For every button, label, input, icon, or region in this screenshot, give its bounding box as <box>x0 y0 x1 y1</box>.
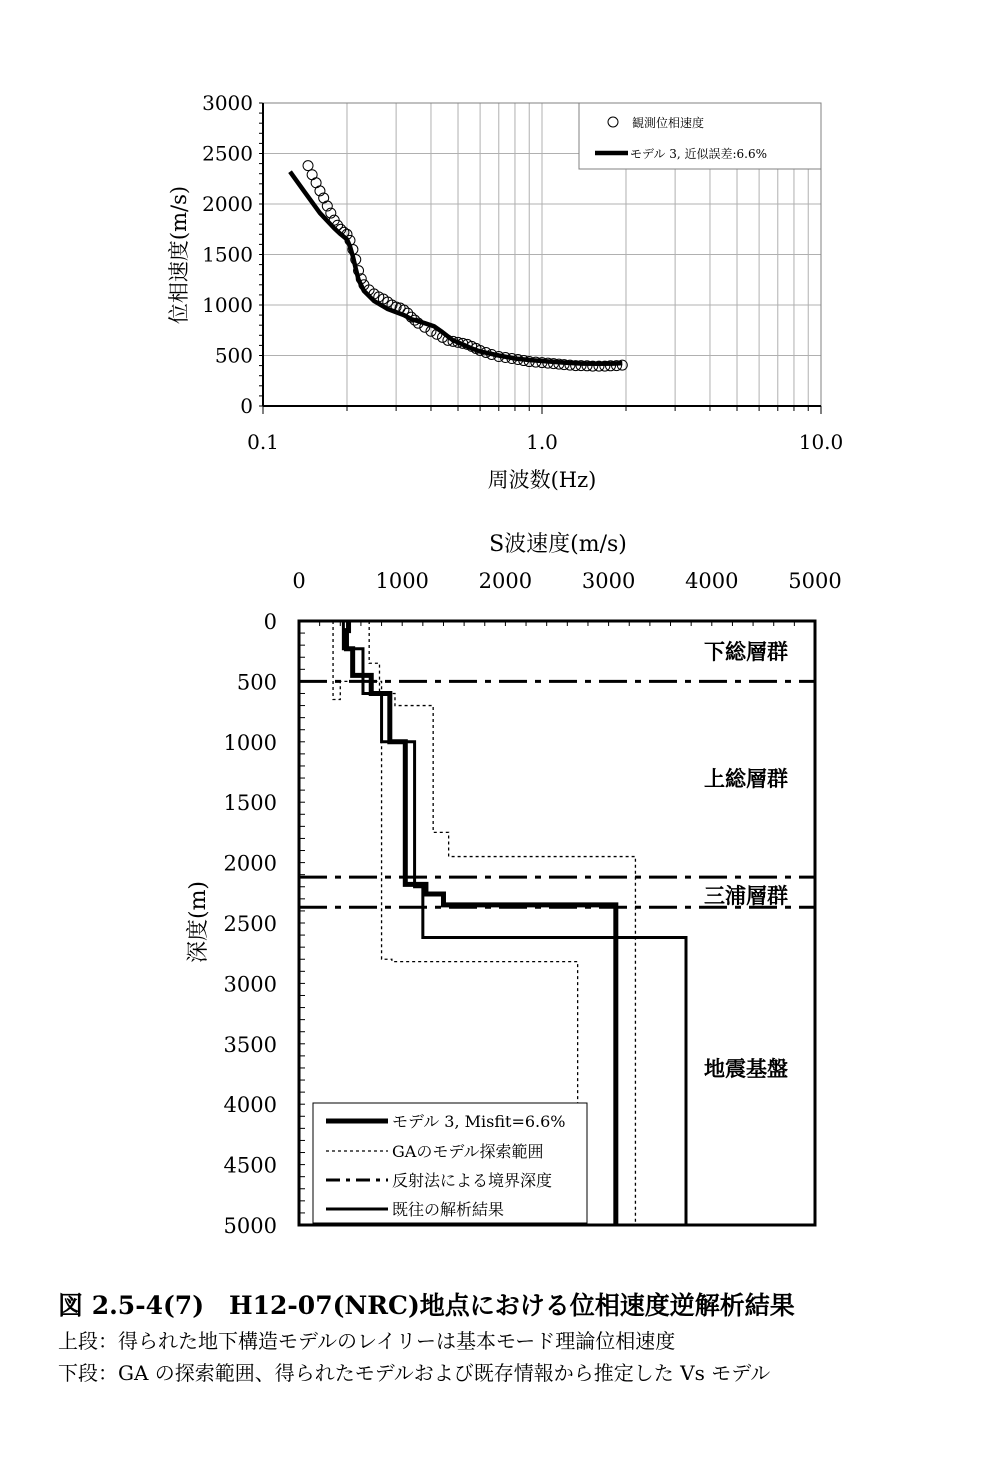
x-tick-label: 1.0 <box>526 430 558 454</box>
legend-row-previous-label: 既往の解析結果 <box>392 1200 505 1219</box>
legend-row-model-label: モデル 3, Misfit=6.6% <box>392 1112 566 1131</box>
figure-caption-line-2: 下段：GA の探索範囲、得られたモデルおよび既存情報から推定した Vs モデル <box>58 1361 771 1385</box>
layer-label: 上総層群 <box>704 766 788 792</box>
y-tick-label: 4500 <box>223 1153 277 1178</box>
y-tick-label: 3000 <box>223 972 277 997</box>
y-tick-label: 1000 <box>202 293 253 317</box>
x-tick-label: 3000 <box>581 569 636 593</box>
legend-bottom <box>313 1103 587 1223</box>
y-tick-label: 2500 <box>202 141 253 166</box>
layer-label: 地震基盤 <box>704 1055 788 1081</box>
y-tick-label: 2500 <box>223 912 277 936</box>
y-tick-label: 500 <box>236 670 277 695</box>
x-tick-label: 4000 <box>685 569 739 593</box>
y-tick-label: 3000 <box>202 91 253 115</box>
x-tick-label: 1000 <box>375 569 429 593</box>
y-tick-label: 0 <box>240 394 253 418</box>
x-tick-label: 0 <box>292 569 306 593</box>
x-tick-label: 2000 <box>478 569 533 593</box>
y-tick-label: 3500 <box>223 1032 277 1057</box>
y-axis-label: 位相速度(m/s) <box>167 185 191 325</box>
figure-caption-line-1: 上段：得られた地下構造モデルのレイリーは基本モード理論位相速度 <box>58 1329 676 1353</box>
y-tick-label: 5000 <box>223 1214 277 1238</box>
x-axis-title: S波速度(m/s) <box>489 532 627 557</box>
legend-label-observed: 観測位相速度 <box>632 116 705 130</box>
y-tick-label: 2000 <box>223 851 277 876</box>
y-axis-label: 深度(m) <box>186 880 211 964</box>
x-tick-label: 5000 <box>788 569 842 593</box>
y-tick-label: 4000 <box>223 1093 277 1118</box>
y-tick-label: 0 <box>263 610 277 634</box>
layer-label: 三浦層群 <box>704 883 788 909</box>
y-tick-label: 1500 <box>202 242 253 267</box>
x-axis-label: 周波数(Hz) <box>487 468 597 492</box>
x-tick-label: 0.1 <box>247 430 279 454</box>
figure-caption-title: 図 2.5-4(7) H12-07(NRC)地点における位相速度逆解析結果 <box>58 1291 795 1320</box>
y-tick-label: 1000 <box>223 730 277 755</box>
layer-label: 下総層群 <box>704 639 788 665</box>
y-tick-label: 500 <box>214 343 253 368</box>
legend-row-reflection-label: 反射法による境界深度 <box>392 1171 553 1190</box>
x-tick-label: 10.0 <box>798 430 844 454</box>
legend-label-model: モデル 3, 近似誤差:6.6% <box>630 147 768 161</box>
y-tick-label: 2000 <box>202 192 253 216</box>
legend-row-ga-label: GAのモデル探索範囲 <box>392 1142 544 1161</box>
y-tick-label: 1500 <box>223 791 277 816</box>
